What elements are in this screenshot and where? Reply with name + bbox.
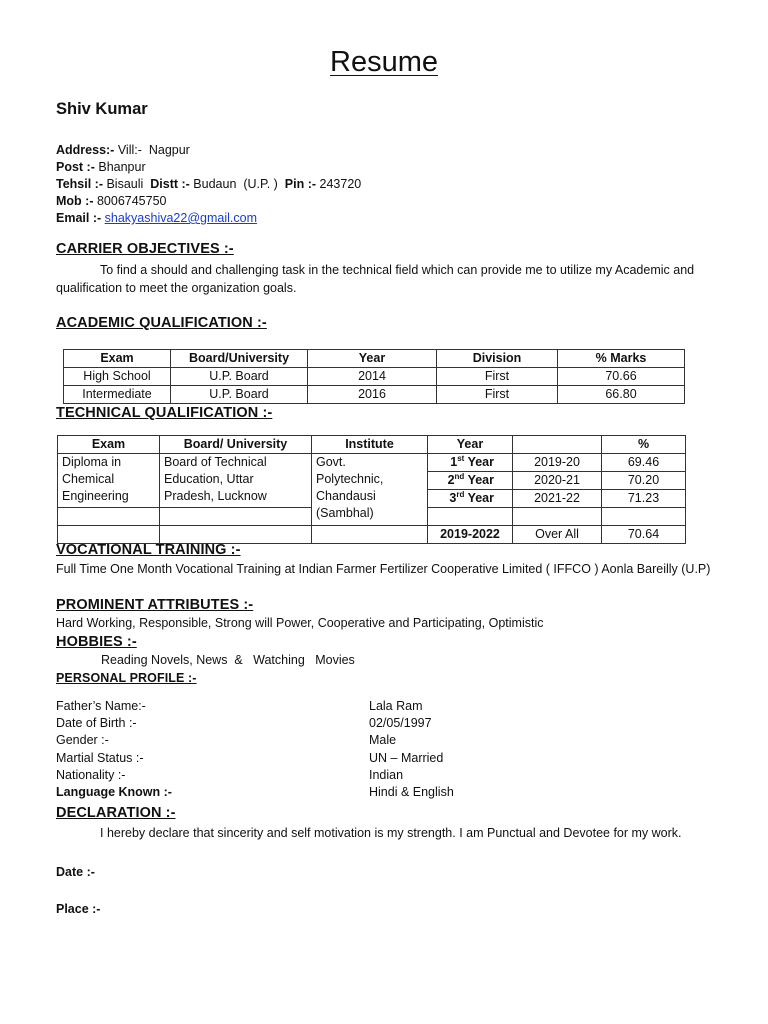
- pin-label: Pin :-: [284, 177, 317, 191]
- distt-label: Distt :-: [150, 177, 190, 191]
- email-label: Email :-: [56, 211, 102, 225]
- empty-cell: [602, 508, 686, 526]
- technical-exam-cell: [58, 454, 160, 508]
- academic-header-cell: Division: [437, 350, 558, 368]
- vocational-text: Full Time One Month Vocational Training at Indian Farmer Fertilizer Cooperative Limited ( IFFCO ) Aonla Bareilly (U.P): [56, 562, 711, 576]
- gender-value: Male: [369, 733, 397, 748]
- year-sup: nd: [454, 471, 465, 481]
- year-num: 2: [447, 473, 455, 487]
- total-year-cell: 2019-2022: [428, 526, 513, 544]
- institute-line: Govt.: [316, 455, 346, 469]
- tehsil-line: [56, 176, 361, 193]
- language-label: Language Known :-: [56, 785, 172, 800]
- address-label: Address:-: [56, 143, 115, 157]
- hobbies-text: Reading Novels, News & Watching Movies: [101, 653, 355, 667]
- institute-line: Polytechnic,: [316, 472, 384, 486]
- language-value: Hindi & English: [369, 785, 454, 800]
- percent-cell: 70.20: [602, 472, 686, 490]
- page-title: Resume: [330, 46, 438, 78]
- year-cell: [428, 472, 513, 490]
- year-cell: [428, 454, 513, 472]
- session-cell: 2019-20: [513, 454, 602, 472]
- pin-value: 243720: [316, 177, 362, 191]
- table-row: [64, 368, 685, 386]
- year-sup: st: [457, 453, 465, 463]
- academic-header-row: [64, 350, 685, 368]
- technical-header-cell: Institute: [312, 436, 428, 454]
- place-label: Place :-: [56, 902, 101, 916]
- board-line: Education, Uttar: [164, 472, 254, 486]
- year-cell: [428, 490, 513, 508]
- address-value: Vill:- Nagpur: [114, 143, 190, 157]
- technical-header-row: [58, 436, 686, 454]
- post-line: [56, 159, 361, 176]
- personal-labels: [56, 698, 172, 801]
- attributes-text: Hard Working, Responsible, Strong will Power, Cooperative and Participating, Optimistic: [56, 616, 544, 630]
- technical-header-cell: Exam: [58, 436, 160, 454]
- mob-value: 8006745750: [93, 194, 167, 208]
- technical-main-row: [58, 454, 686, 472]
- technical-institute-cell: [312, 454, 428, 526]
- session-cell: 2021-22: [513, 490, 602, 508]
- nationality-value: Indian: [369, 767, 404, 782]
- marital-label: Martial Status :-: [56, 750, 144, 765]
- year-num: 3: [449, 491, 457, 505]
- empty-cell: [160, 508, 312, 526]
- email-line: [56, 210, 361, 227]
- post-label: Post :-: [56, 160, 95, 174]
- session-cell: 2020-21: [513, 472, 602, 490]
- table-cell: High School: [64, 368, 171, 386]
- academic-header-cell: Year: [308, 350, 437, 368]
- year-word: Year: [464, 455, 494, 469]
- institute-line: (Sambhal): [316, 506, 374, 520]
- email-link[interactable]: shakyashiva22@gmail.com: [104, 211, 257, 225]
- board-line: Pradesh, Lucknow: [164, 489, 267, 503]
- personal-values: [369, 698, 454, 801]
- year-word: Year: [464, 491, 494, 505]
- objectives-text: To find a should and challenging task in the technical field which can provide me to utilize my Academic and qualification to meet the organization goals.: [56, 263, 695, 295]
- exam-line: Diploma in: [62, 455, 122, 469]
- year-num: 1: [450, 455, 458, 469]
- distt-value: Budaun (U.P. ): [189, 177, 285, 191]
- dob-value: 02/05/1997: [369, 716, 432, 731]
- year-sup: rd: [456, 489, 465, 499]
- attributes-heading: PROMINENT ATTRIBUTES :-: [56, 597, 254, 613]
- table-cell: First: [437, 386, 558, 404]
- post-value: Bhanpur: [94, 160, 146, 174]
- total-label-cell: Over All: [513, 526, 602, 544]
- hobbies-heading: HOBBIES :-: [56, 634, 137, 650]
- table-cell: U.P. Board: [171, 368, 308, 386]
- percent-cell: 71.23: [602, 490, 686, 508]
- mob-label: Mob :-: [56, 194, 94, 208]
- table-cell: 70.66: [558, 368, 685, 386]
- exam-line: Engineering: [62, 489, 129, 503]
- board-line: Board of Technical: [164, 455, 267, 469]
- academic-header-cell: Board/University: [171, 350, 308, 368]
- date-label: Date :-: [56, 865, 95, 879]
- technical-header-cell: Board/ University: [160, 436, 312, 454]
- declaration-text: I hereby declare that sincerity and self motivation is my strength. I am Punctual and Devotee for my work.: [100, 826, 682, 840]
- technical-header-cell: Year: [428, 436, 513, 454]
- father-value: Lala Ram: [369, 699, 423, 713]
- nationality-label: Nationality :-: [56, 767, 126, 782]
- candidate-name: Shiv Kumar: [56, 100, 148, 118]
- technical-header-cell: %: [602, 436, 686, 454]
- academic-header-cell: Exam: [64, 350, 171, 368]
- empty-cell: [58, 526, 160, 544]
- institute-line: Chandausi: [316, 489, 376, 503]
- personal-heading: PERSONAL PROFILE :-: [56, 671, 197, 685]
- exam-line: Chemical: [62, 472, 115, 486]
- technical-board-cell: [160, 454, 312, 508]
- contact-block: [56, 142, 361, 227]
- table-cell: 66.80: [558, 386, 685, 404]
- empty-cell: [428, 508, 513, 526]
- table-cell: Intermediate: [64, 386, 171, 404]
- address-line: [56, 142, 361, 159]
- mob-line: [56, 193, 361, 210]
- total-percent-cell: 70.64: [602, 526, 686, 544]
- academic-header-cell: % Marks: [558, 350, 685, 368]
- table-cell: 2016: [308, 386, 437, 404]
- technical-heading: TECHNICAL QUALIFICATION :-: [56, 405, 273, 421]
- year-word: Year: [464, 473, 494, 487]
- table-cell: U.P. Board: [171, 386, 308, 404]
- academic-heading: ACADEMIC QUALIFICATION :-: [56, 315, 267, 331]
- technical-header-cell: [513, 436, 602, 454]
- objectives-heading: CARRIER OBJECTIVES :-: [56, 241, 234, 257]
- father-label: Father’s Name:-: [56, 699, 146, 713]
- table-row: [64, 386, 685, 404]
- table-cell: 2014: [308, 368, 437, 386]
- marital-value: UN – Married: [369, 750, 444, 765]
- empty-cell: [513, 508, 602, 526]
- gender-label: Gender :-: [56, 733, 109, 748]
- empty-cell: [58, 508, 160, 526]
- academic-table: [63, 349, 685, 404]
- dob-label: Date of Birth :-: [56, 716, 137, 731]
- tehsil-value: Bisauli: [103, 177, 151, 191]
- empty-cell: [312, 526, 428, 544]
- technical-total-row: [58, 526, 686, 544]
- percent-cell: 69.46: [602, 454, 686, 472]
- declaration-heading: DECLARATION :-: [56, 805, 176, 821]
- empty-cell: [160, 526, 312, 544]
- table-cell: First: [437, 368, 558, 386]
- technical-table: [57, 435, 686, 544]
- vocational-heading: VOCATIONAL TRAINING :-: [56, 542, 241, 558]
- tehsil-label: Tehsil :-: [56, 177, 103, 191]
